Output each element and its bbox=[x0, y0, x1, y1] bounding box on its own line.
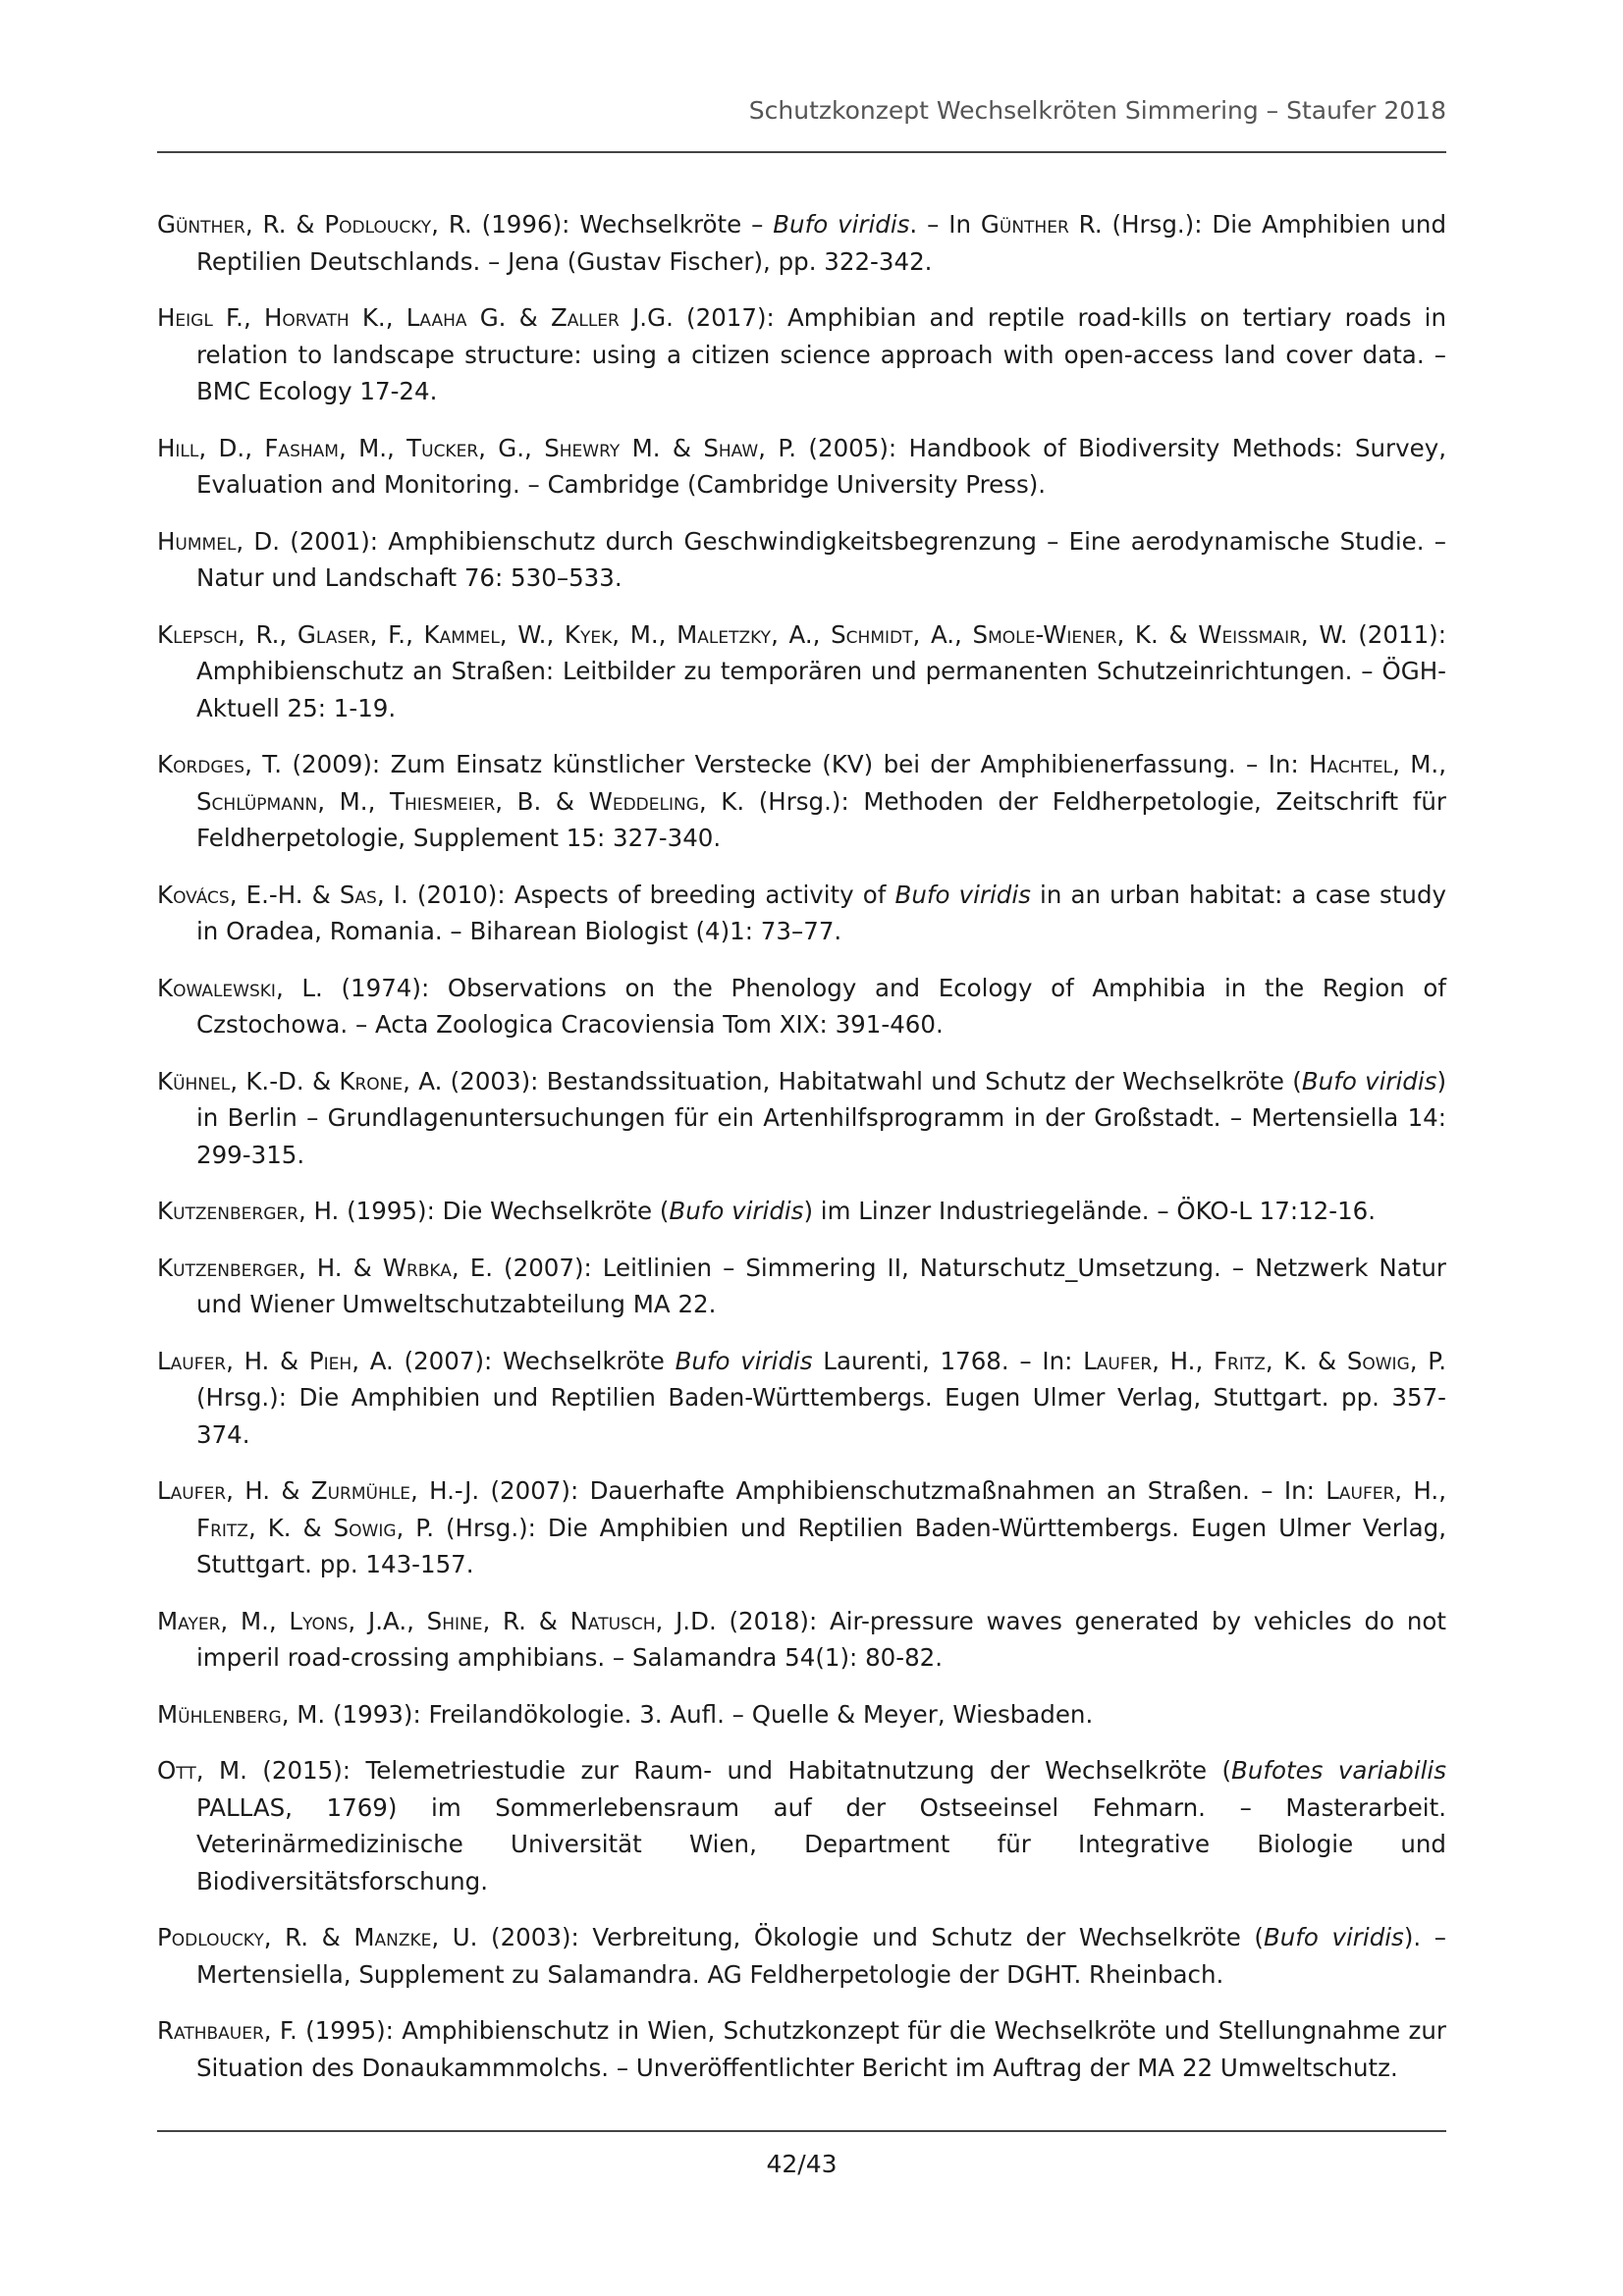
author-name: Schlüpmann bbox=[196, 786, 318, 816]
species-name: Bufo viridis bbox=[1301, 1066, 1437, 1095]
reference-text: , A., bbox=[771, 619, 832, 649]
reference-text: , K. & bbox=[1116, 619, 1199, 649]
author-name: Kühnel bbox=[157, 1066, 231, 1095]
reference-text: , G., bbox=[478, 433, 545, 462]
species-name: Bufo viridis bbox=[669, 1197, 804, 1225]
author-name: Maletzky bbox=[676, 619, 772, 649]
reference-text: , D., bbox=[198, 433, 265, 462]
reference-text: , H., bbox=[1394, 1476, 1446, 1505]
reference-entry bbox=[157, 1472, 1446, 1583]
reference-text: , M. (1993): Freilandökologie. 3. Aufl. – Quelle & Meyer, Wiesbaden. bbox=[281, 1699, 1094, 1729]
reference-text: , H.-J. (2007): Dauerhafte Amphibienschutzmaßnahmen an Straßen. – In: bbox=[409, 1476, 1326, 1505]
author-name: Natusch bbox=[569, 1606, 656, 1635]
author-name: Sas bbox=[339, 880, 377, 909]
reference-entry bbox=[157, 1919, 1446, 1993]
reference-entry bbox=[157, 877, 1446, 950]
reference-text: , F. (1995): Amphibienschutz in Wien, Schutzkonzept für die Wechselkröte und Stellungnahme zur Situation des Donaukammmolchs. – Unveröffentlichter Bericht im Auftrag der MA 22 Umweltschutz. bbox=[196, 2016, 1446, 2082]
reference-text: , K.-D. & bbox=[230, 1066, 340, 1095]
reference-text: , W. (2011): Amphibienschutz an Straßen: Leitbilder zu temporären und permanenten Schutzeinrichtungen. – ÖGH-Aktuell 25: 1-19. bbox=[196, 619, 1446, 722]
author-name: Fritz bbox=[196, 1513, 248, 1542]
reference-text: , E. (2007): Leitlinien – Simmering II, Naturschutz_Umsetzung. – Netzwerk Natur und Wiener Umweltschutzabteilung MA 22. bbox=[196, 1253, 1446, 1318]
reference-entry bbox=[157, 616, 1446, 727]
reference-entry bbox=[157, 970, 1446, 1043]
reference-text: , H. & bbox=[226, 1346, 309, 1375]
author-name: Fasham bbox=[264, 433, 339, 462]
reference-text: , R. & bbox=[263, 1923, 354, 1951]
reference-entry bbox=[157, 1193, 1446, 1230]
author-name: Mühlenberg bbox=[157, 1699, 282, 1729]
author-name: Rathbauer bbox=[157, 2016, 264, 2045]
reference-entry bbox=[157, 299, 1446, 410]
reference-text: , W., bbox=[499, 619, 565, 649]
reference-entry bbox=[157, 1250, 1446, 1323]
header-rule bbox=[157, 151, 1446, 153]
reference-text: , A. (2003): Bestandssituation, Habitatwahl und Schutz der Wechselkröte ( bbox=[403, 1066, 1302, 1095]
reference-text: in an urban habitat: a case study in Oradea, Romania. – Biharean Biologist (4)1: 73–77. bbox=[196, 880, 1447, 945]
author-name: Schmidt bbox=[831, 619, 913, 649]
author-name: Kammel bbox=[423, 619, 500, 649]
reference-text: ) in Berlin – Grundlagenuntersuchungen für ein Artenhilfsprogramm in der Großstadt. – Mertensiella 14: 299-315. bbox=[196, 1066, 1446, 1169]
reference-text: , A. (2007): Wechselkröte bbox=[352, 1346, 676, 1375]
reference-text: ) im Linzer Industriegelände. – ÖKO-L 17:12-16. bbox=[803, 1197, 1377, 1225]
reference-text: , M., bbox=[317, 786, 390, 816]
reference-text: , H. & bbox=[298, 1253, 383, 1282]
reference-text: , J.A., bbox=[348, 1606, 427, 1635]
author-name: Pieh bbox=[308, 1346, 352, 1375]
reference-text: , F., bbox=[369, 619, 424, 649]
author-name: Smole-Wiener bbox=[972, 619, 1117, 649]
species-name: Bufo viridis bbox=[894, 880, 1031, 909]
reference-entry bbox=[157, 430, 1446, 504]
reference-text: , M., bbox=[1392, 750, 1446, 778]
species-name: Bufotes variabilis bbox=[1231, 1756, 1446, 1785]
reference-text: , R. & bbox=[244, 210, 325, 239]
page-number: 42/43 bbox=[766, 2150, 838, 2178]
reference-text: , P. (Hrsg.): Die Amphibien und Reptilien Baden-Württembergs. Eugen Ulmer Verlag, Stuttgart. pp. 357-374. bbox=[196, 1346, 1446, 1449]
species-name: Bufo viridis bbox=[1263, 1923, 1404, 1951]
reference-text: ). – Mertensiella, Supplement zu Salamandra. AG Feldherpetologie der DGHT. Rheinbach. bbox=[196, 1923, 1447, 1989]
author-name: Kutzenberger bbox=[157, 1197, 298, 1225]
reference-entry bbox=[157, 206, 1446, 280]
author-name: Laufer bbox=[1083, 1346, 1153, 1375]
reference-entry bbox=[157, 2012, 1446, 2086]
author-name: Weddeling bbox=[588, 786, 699, 816]
author-name: Glaser bbox=[297, 619, 370, 649]
reference-text: J.G. (2017): Amphibian and reptile road-kills on tertiary roads in relation to landscape structure: using a citizen science approach with open-access land cover data. – BMC Ecology 17-24. bbox=[196, 303, 1447, 405]
author-name: Ott bbox=[157, 1756, 196, 1785]
author-name: Laufer bbox=[157, 1346, 227, 1375]
reference-list bbox=[157, 206, 1446, 2106]
author-name: Hachtel bbox=[1309, 750, 1393, 778]
reference-text: , R. (1996): Wechselkröte – bbox=[431, 210, 774, 239]
reference-text: PALLAS, 1769) im Sommerlebensraum auf der Ostseeinsel Fehmarn. – Masterarbeit. Veterinärmedizinische Universität Wien, Department für Integrative Biologie und Biodiversitätsforschung. bbox=[196, 1792, 1446, 1896]
reference-text: , H. & bbox=[226, 1476, 311, 1505]
author-name: Laufer bbox=[157, 1476, 227, 1505]
reference-text: G. & bbox=[466, 303, 551, 332]
reference-text: , K. & bbox=[1265, 1346, 1347, 1375]
species-name: Bufo viridis bbox=[773, 210, 910, 239]
reference-text: , E.-H. & bbox=[229, 880, 340, 909]
author-name: Tucker bbox=[406, 433, 479, 462]
author-name: Kowalewski bbox=[157, 973, 276, 1002]
author-name: Shaw bbox=[703, 433, 759, 462]
reference-entry bbox=[157, 523, 1446, 597]
reference-text: , K. (Hrsg.): Methoden der Feldherpetologie, Zeitschrift für Feldherpetologie, Supplement 15: 327-340. bbox=[196, 786, 1446, 852]
reference-text: , R. & bbox=[482, 1606, 570, 1635]
reference-text: , L. (1974): Observations on the Phenology and Ecology of Amphibia in the Region of Czstochowa. – Acta Zoologica Cracoviensia Tom XIX: 391-460. bbox=[196, 973, 1446, 1039]
reference-text: , P. (2005): Handbook of Biodiversity Methods: Survey, Evaluation and Monitoring. – Cambridge (Cambridge University Press). bbox=[196, 433, 1446, 499]
author-name: Klepsch bbox=[157, 619, 238, 649]
author-name: Heigl bbox=[157, 303, 213, 332]
author-name: Kovács bbox=[157, 880, 230, 909]
author-name: Horvath bbox=[263, 303, 350, 332]
reference-entry bbox=[157, 1063, 1446, 1174]
reference-text: , M., bbox=[612, 619, 677, 649]
author-name: Laufer bbox=[1325, 1476, 1395, 1505]
reference-text: , T. (2009): Zum Einsatz künstlicher Verstecke (KV) bei der Amphibienerfassung. – In: bbox=[244, 750, 1310, 778]
author-name: Zaller bbox=[550, 303, 620, 332]
reference-text: K., bbox=[349, 303, 406, 332]
reference-text: , P. (Hrsg.): Die Amphibien und Reptilien Baden-Württembergs. Eugen Ulmer Verlag, Stuttgart. pp. 143-157. bbox=[196, 1513, 1446, 1578]
reference-text: M. & bbox=[620, 433, 704, 462]
reference-entry bbox=[157, 1603, 1446, 1677]
author-name: Zurmühle bbox=[310, 1476, 410, 1505]
author-name: Kyek bbox=[564, 619, 613, 649]
author-name: Manzke bbox=[353, 1923, 432, 1951]
author-name: Lyons bbox=[289, 1606, 349, 1635]
reference-entry bbox=[157, 746, 1446, 857]
author-name: Sowig bbox=[1346, 1346, 1410, 1375]
author-name: Shine bbox=[426, 1606, 483, 1635]
author-name: Günther bbox=[980, 210, 1069, 239]
author-name: Weißmair bbox=[1198, 619, 1301, 649]
author-name: Hummel bbox=[157, 526, 237, 556]
reference-text: , K. & bbox=[247, 1513, 334, 1542]
running-header: Schutzkonzept Wechselkröten Simmering – Staufer 2018 bbox=[748, 96, 1446, 125]
author-name: Podloucky bbox=[157, 1923, 264, 1951]
author-name: Sowig bbox=[333, 1513, 397, 1542]
author-name: Krone bbox=[339, 1066, 404, 1095]
reference-text: , U. (2003): Verbreitung, Ökologie und Schutz der Wechselkröte ( bbox=[431, 1923, 1264, 1951]
species-name: Bufo viridis bbox=[675, 1346, 813, 1375]
author-name: Podloucky bbox=[324, 210, 432, 239]
reference-text: , J.D. (2018): Air-pressure waves generated by vehicles do not imperil road-crossing amphibians. – Salamandra 54(1): 80-82. bbox=[196, 1606, 1446, 1672]
author-name: Hill bbox=[157, 433, 199, 462]
reference-text: . – In bbox=[909, 210, 981, 239]
footer-rule bbox=[157, 2130, 1446, 2132]
reference-text: , H. (1995): Die Wechselkröte ( bbox=[298, 1197, 670, 1225]
reference-text: Laurenti, 1768. – In: bbox=[812, 1346, 1084, 1375]
author-name: Fritz bbox=[1213, 1346, 1266, 1375]
reference-text: , H., bbox=[1152, 1346, 1214, 1375]
reference-text: , D. (2001): Amphibienschutz durch Geschwindigkeitsbegrenzung – Eine aerodynamische Studie. – Natur und Landschaft 76: 530–533. bbox=[196, 526, 1446, 592]
reference-text: F., bbox=[212, 303, 264, 332]
reference-text: , B. & bbox=[495, 786, 589, 816]
author-name: Shewry bbox=[544, 433, 621, 462]
author-name: Laaha bbox=[406, 303, 467, 332]
reference-entry bbox=[157, 1752, 1446, 1899]
reference-text: , M., bbox=[338, 433, 407, 462]
author-name: Günther bbox=[157, 210, 245, 239]
author-name: Mayer bbox=[157, 1606, 221, 1635]
reference-text: R. (Hrsg.): Die Amphibien und Reptilien Deutschlands. – Jena (Gustav Fischer), pp. 322-342. bbox=[196, 210, 1447, 276]
reference-entry bbox=[157, 1696, 1446, 1734]
reference-text: , R., bbox=[237, 619, 298, 649]
reference-text: , M. (2015): Telemetriestudie zur Raum- und Habitatnutzung der Wechselkröte ( bbox=[195, 1756, 1232, 1785]
reference-text: , A., bbox=[912, 619, 973, 649]
reference-entry bbox=[157, 1343, 1446, 1454]
reference-text: , M., bbox=[220, 1606, 290, 1635]
author-name: Kordges bbox=[157, 750, 245, 778]
author-name: Kutzenberger bbox=[157, 1253, 298, 1282]
reference-text: , I. (2010): Aspects of breeding activity of bbox=[376, 880, 895, 909]
author-name: Wrbka bbox=[382, 1253, 452, 1282]
author-name: Thiesmeier bbox=[390, 786, 496, 816]
